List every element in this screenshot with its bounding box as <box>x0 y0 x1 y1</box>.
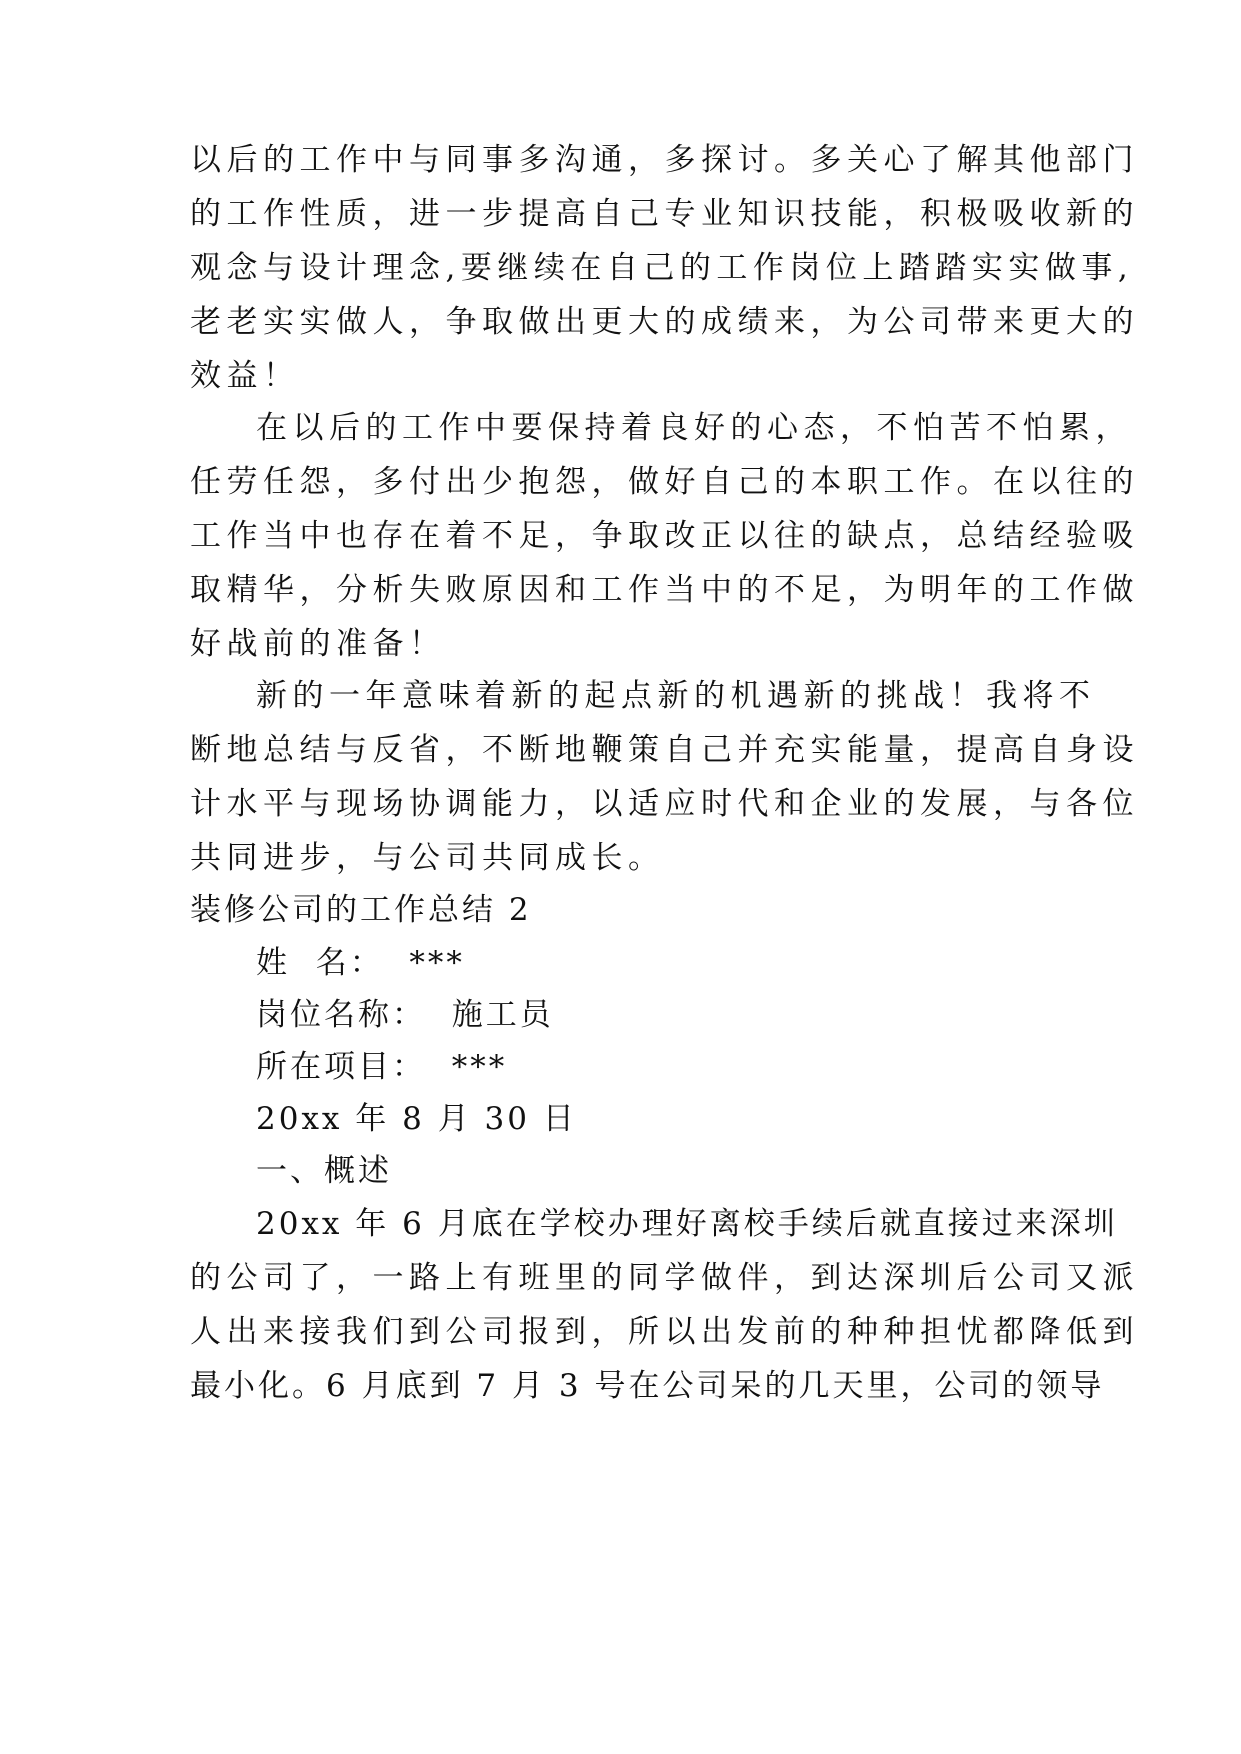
paragraph-2-line-2: 任劳任怨，多付出少抱怨，做好自己的本职工作。在以往的 <box>190 464 1139 500</box>
paragraph-1-line-2: 的工作性质，进一步提高自己专业知识技能，积极吸收新的 <box>190 196 1139 232</box>
overview-heading: 一、概述 <box>256 1153 392 1189</box>
section-title: 装修公司的工作总结 2 <box>190 892 532 928</box>
paragraph-4-line-3: 人出来接我们到公司报到，所以出发前的种种担忧都降低到 <box>190 1314 1139 1350</box>
paragraph-2-line-3: 工作当中也存在着不足，争取改正以往的缺点，总结经验吸 <box>190 518 1139 554</box>
name-line: 姓 名： *** <box>256 945 465 981</box>
paragraph-3-line-4: 共同进步，与公司共同成长。 <box>190 840 665 876</box>
paragraph-1-line-1: 以后的工作中与同事多沟通，多探讨。多关心了解其他部门 <box>190 142 1139 178</box>
paragraph-3-line-2: 断地总结与反省，不断地鞭策自己并充实能量，提高自身设 <box>190 732 1139 768</box>
paragraph-2-line-1: 在以后的工作中要保持着良好的心态，不怕苦不怕累， <box>256 410 1132 446</box>
paragraph-3-line-1: 新的一年意味着新的起点新的机遇新的挑战！我将不 <box>256 678 1096 714</box>
date-line: 20xx 年 8 月 30 日 <box>256 1101 577 1137</box>
paragraph-4-line-2: 的公司了，一路上有班里的同学做伴，到达深圳后公司又派 <box>190 1260 1139 1296</box>
paragraph-4-line-1: 20xx 年 6 月底在学校办理好离校手续后就直接过来深圳 <box>256 1206 1118 1242</box>
paragraph-3-line-3: 计水平与现场协调能力，以适应时代和企业的发展，与各位 <box>190 786 1139 822</box>
project-line: 所在项目： *** <box>256 1049 508 1085</box>
position-line: 岗位名称： 施工员 <box>256 997 554 1033</box>
paragraph-1-line-3: 观念与设计理念,要继续在自己的工作岗位上踏踏实实做事, <box>190 250 1134 286</box>
paragraph-2-line-5: 好战前的准备！ <box>190 626 446 662</box>
paragraph-1-line-4: 老老实实做人，争取做出更大的成绩来，为公司带来更大的 <box>190 304 1139 340</box>
paragraph-4-line-4: 最小化。6 月底到 7 月 3 号在公司呆的几天里，公司的领导 <box>190 1368 1105 1404</box>
paragraph-1-line-5: 效益！ <box>190 358 300 394</box>
paragraph-2-line-4: 取精华，分析失败原因和工作当中的不足，为明年的工作做 <box>190 572 1139 608</box>
